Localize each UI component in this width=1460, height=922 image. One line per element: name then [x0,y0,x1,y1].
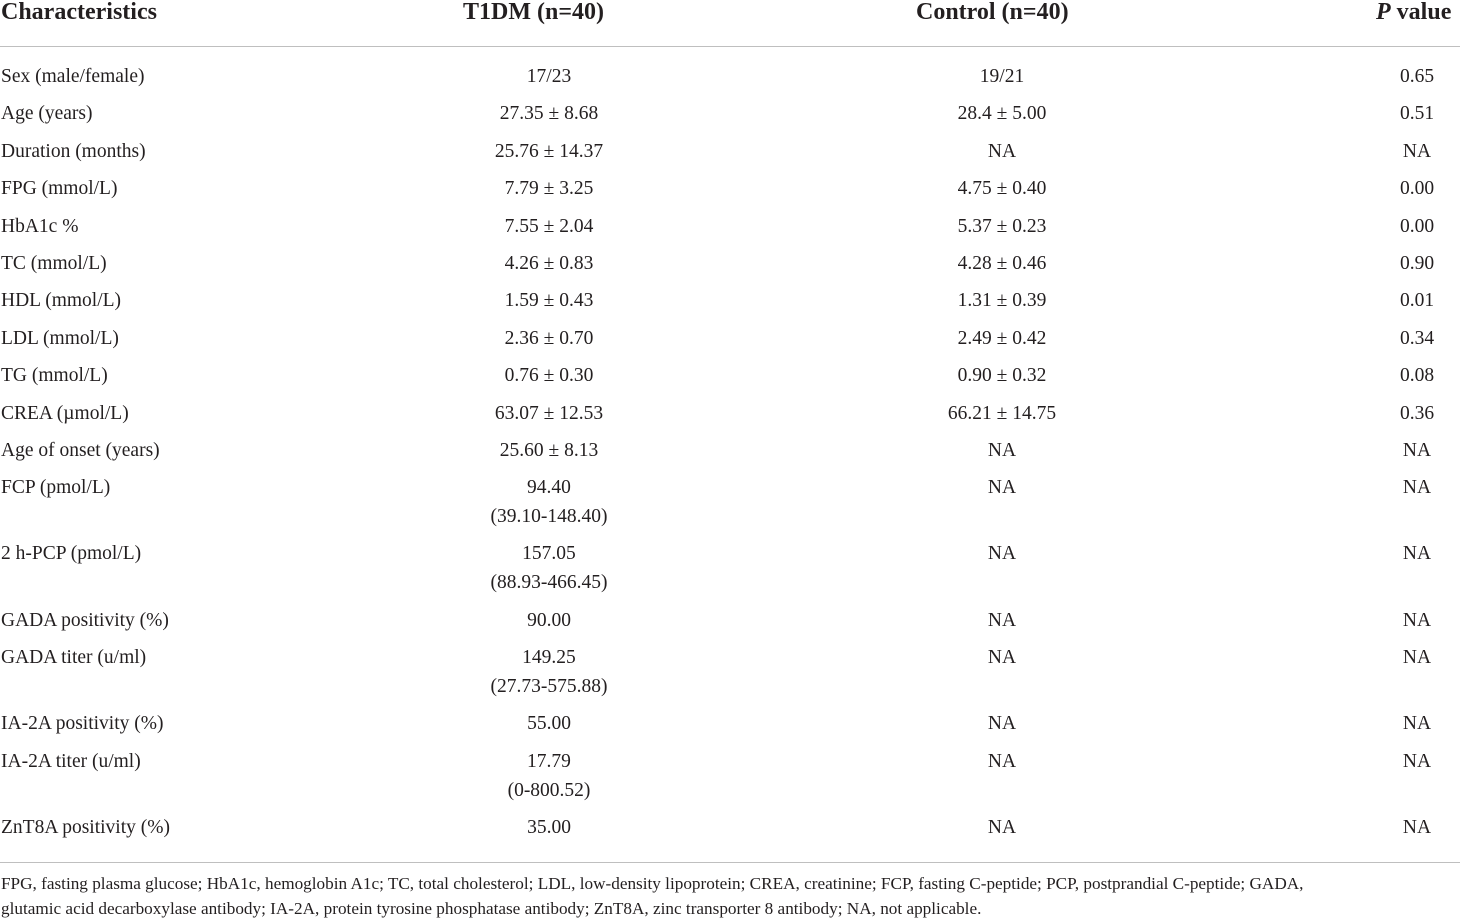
header-control: Control (n=40) [916,0,1069,25]
table-row [0,286,1460,323]
cell-t1dm-value: 149.25 [522,647,576,669]
cell-t1dm-value: 7.79 ± 3.25 [504,178,594,200]
cell-characteristic: 2 h-PCP (pmol/L) [1,543,142,565]
cell-t1dm-value: 7.55 ± 2.04 [504,215,594,237]
header-characteristics: Characteristics [1,0,157,25]
cell-characteristic: Age (years) [1,103,93,125]
cell-characteristic: IA-2A positivity (%) [1,713,164,735]
cell-t1dm-range: (27.73-575.88) [490,676,608,698]
cell-t1dm-value: 17.79 [527,750,571,772]
cell-t1dm-range: (88.93-466.45) [490,572,608,594]
cell-t1dm-value: 157.05 [522,543,576,565]
cell-t1dm-text [505,212,594,241]
cell-characteristic: TG (mmol/L) [1,365,108,387]
table-row [0,174,1460,211]
cell-p-value-text: 0.36 [1399,402,1435,424]
table-row [0,62,1460,99]
table-row [0,249,1460,286]
table-body [0,62,1460,850]
table-row [0,606,1460,643]
cell-characteristic: GADA positivity (%) [1,609,169,631]
cell-p-value-text: 0.00 [1399,178,1435,200]
cell-control-text: NA [987,477,1017,499]
cell-p-value-text: NA [1402,750,1432,772]
cell-p-value-text: 0.65 [1399,66,1435,87]
cell-control-text: 28.4 ± 5.00 [957,103,1047,125]
cell-control-text: 1.31 ± 0.39 [957,290,1047,312]
cell-characteristic: ZnT8A positivity (%) [1,816,170,838]
cell-t1dm-range: (39.10-148.40) [490,506,608,528]
cell-characteristic: Duration (months) [1,140,146,162]
cell-control-text: NA [987,713,1017,735]
header-p-value [1376,0,1451,24]
cell-t1dm-value: 94.40 [527,477,571,499]
cell-characteristic: HDL (mmol/L) [1,290,122,312]
footnote-line-1: FPG, fasting plasma glucose; HbA1c, hemoglobin A1c; TC, total cholesterol; LDL, low-density lipoprotein; CREA, creatinine; FCP, fasting C-peptide; PCP, postprandial C-peptide; GADA, [1,874,1304,893]
table-footnote [1,871,1457,921]
cell-characteristic: Age of onset (years) [1,439,160,461]
cell-control-text: 19/21 [979,66,1025,87]
cell-characteristic: GADA titer (u/ml) [1,647,147,669]
cell-t1dm-value: 27.35 ± 8.68 [499,103,599,125]
cell-t1dm-value: 63.07 ± 12.53 [494,402,604,424]
table-row [0,399,1460,436]
cell-characteristic: TC (mmol/L) [1,252,107,274]
cell-p-value-text: NA [1402,477,1432,499]
cell-characteristic: IA-2A titer (u/ml) [1,750,141,772]
cell-t1dm-text [495,399,603,428]
cell-t1dm-text [491,643,608,701]
cell-p-value-text: NA [1402,543,1432,565]
cell-p-value-text: NA [1402,609,1432,631]
cell-control-text: NA [987,140,1017,162]
cell-t1dm-value: 25.76 ± 14.37 [494,140,604,162]
cell-p-value-text: 0.01 [1399,290,1435,312]
table-row [0,539,1460,605]
cell-p-value-text: NA [1402,647,1432,669]
cell-t1dm-text [505,249,594,278]
cell-control-text: NA [987,543,1017,565]
cell-t1dm-text [495,137,603,166]
header-p-rest: value [1390,0,1452,25]
cell-control-text: 5.37 ± 0.23 [957,215,1047,237]
cell-characteristic: FCP (pmol/L) [1,477,111,499]
header-p-letter: P [1376,0,1391,25]
cell-t1dm-value: 90.00 [527,609,571,631]
cell-characteristic: CREA (µmol/L) [1,402,129,424]
cell-control-text: 4.75 ± 0.40 [957,178,1047,200]
cell-p-value-text: 0.08 [1399,365,1435,387]
cell-t1dm-value: 35.00 [527,816,571,838]
cell-p-value-text: 0.90 [1399,252,1435,274]
cell-control-text: NA [987,439,1017,461]
cell-t1dm-text [527,606,571,635]
cell-control-text: NA [987,750,1017,772]
cell-t1dm-text [491,473,608,531]
cell-p-value-text: NA [1402,140,1432,162]
cell-t1dm-value: 2.36 ± 0.70 [504,327,594,349]
table-row [0,473,1460,539]
cell-t1dm-value: 25.60 ± 8.13 [499,439,599,461]
cell-t1dm-value: 0.76 ± 0.30 [504,365,594,387]
cell-control-text: 4.28 ± 0.46 [957,252,1047,274]
cell-control-text: NA [987,609,1017,631]
table-row [0,324,1460,361]
cell-t1dm-range: (0-800.52) [507,779,591,801]
table-row [0,436,1460,473]
cell-characteristic: LDL (mmol/L) [1,327,119,349]
cell-t1dm-text [508,747,591,805]
table-row [0,747,1460,813]
cell-t1dm-text [500,99,598,128]
cell-control-text: NA [987,647,1017,669]
cell-t1dm-text [491,539,608,597]
cell-p-value-text: 0.51 [1399,103,1435,125]
table-header [0,0,1460,47]
cell-p-value-text: NA [1402,439,1432,461]
cell-t1dm-value: 1.59 ± 0.43 [504,290,594,312]
cell-t1dm-text [527,709,571,738]
table-row [0,709,1460,746]
footnote-line-2: glutamic acid decarboxylase antibody; IA-2A, protein tyrosine phosphatase antibody; ZnT8A, zinc transporter 8 antibody; NA, not applicable. [1,899,982,918]
cell-p-value-text: 0.34 [1399,327,1435,349]
table-row [0,137,1460,174]
cell-t1dm-text [527,813,571,842]
cell-control-text: NA [987,816,1017,838]
cell-t1dm-value: 4.26 ± 0.83 [504,252,594,274]
cell-t1dm-text [505,174,594,203]
cell-characteristic: Sex (male/female) [1,66,145,87]
cell-p-value-text: 0.00 [1399,215,1435,237]
cell-p-value-text: NA [1402,816,1432,838]
header-t1dm: T1DM (n=40) [463,0,604,25]
cell-control-text: 66.21 ± 14.75 [947,402,1057,424]
table-row [0,813,1460,850]
cell-characteristic: FPG (mmol/L) [1,178,118,200]
table-row [0,643,1460,709]
cell-control-text: 0.90 ± 0.32 [957,365,1047,387]
cell-t1dm-text [500,436,598,465]
cell-t1dm-text [505,361,594,390]
cell-t1dm-value: 17/23 [526,66,572,87]
cell-t1dm-value: 55.00 [527,713,571,735]
cell-control-text: 2.49 ± 0.42 [957,327,1047,349]
table-row [0,99,1460,136]
table-row [0,361,1460,398]
cell-t1dm-text [505,324,594,353]
cell-characteristic: HbA1c % [1,215,79,237]
table-row [0,212,1460,249]
cell-p-value-text: NA [1402,713,1432,735]
cell-t1dm-text [527,62,571,91]
table-bottom-rule [0,862,1460,863]
cell-t1dm-text [505,286,594,315]
